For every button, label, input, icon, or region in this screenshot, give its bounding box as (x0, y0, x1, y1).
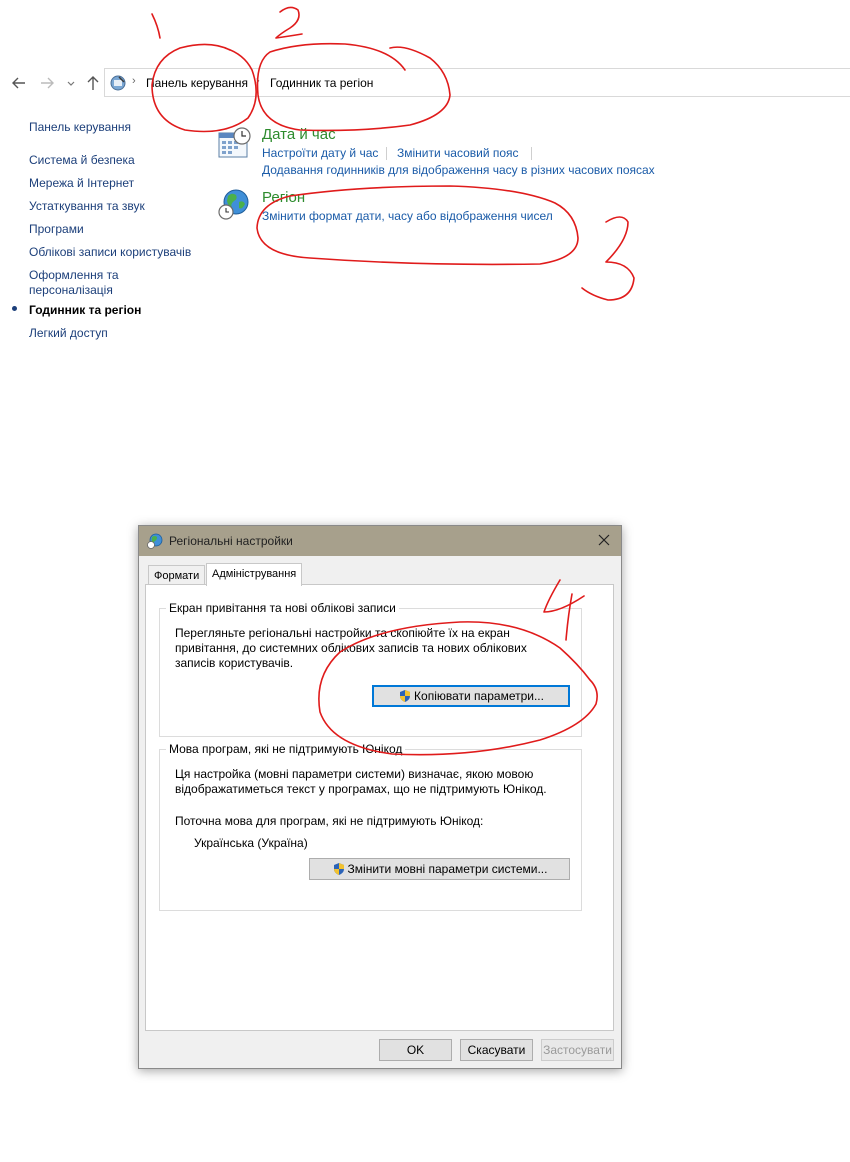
link-separator (386, 147, 387, 160)
link-set-date-time[interactable]: Настроїти дату й час (262, 146, 379, 160)
change-system-locale-label: Змінити мовні параметри системи... (347, 862, 548, 876)
tab-administrative[interactable]: Адміністрування (206, 563, 302, 586)
apply-button[interactable]: Застосувати (541, 1039, 614, 1061)
nav-user-accounts[interactable]: Облікові записи користувачів (29, 245, 192, 259)
globe-clock-icon (218, 188, 252, 227)
nav-network-internet[interactable]: Мережа й Інтернет (29, 176, 135, 190)
close-button[interactable] (595, 531, 613, 549)
address-bar[interactable] (104, 68, 850, 97)
annotation-circle-region-link (257, 186, 578, 264)
breadcrumb-separator: › (132, 75, 136, 87)
uac-shield-icon (398, 689, 412, 703)
close-icon (595, 531, 613, 549)
globe-icon (147, 533, 163, 554)
groupbox-legend: Мова програм, які не підтримують Юнікод (166, 742, 405, 756)
category-title-region[interactable]: Регіон (262, 189, 306, 206)
dialog-title: Регіональні настройки (169, 534, 293, 548)
current-language-label: Поточна мова для програм, які не підтримують Юнікод: (175, 814, 484, 828)
arrow-left-icon (10, 74, 28, 92)
current-item-bullet (12, 306, 17, 311)
up-button[interactable] (84, 74, 102, 92)
breadcrumb-separator: › (256, 75, 260, 87)
nav-system-security[interactable]: Система й безпека (29, 153, 135, 167)
welcome-description-line: записів користувачів. (175, 656, 294, 670)
uac-shield-icon (332, 862, 346, 876)
annotation-number-3 (582, 217, 634, 300)
copy-settings-label: Копіювати параметри... (414, 689, 544, 703)
back-button[interactable] (10, 74, 28, 92)
link-change-formats[interactable]: Змінити формат дати, часу або відображення чисел (262, 209, 553, 223)
welcome-description-line: Перегляньте регіональні настройки та скопіюйте їх на екран (175, 626, 510, 640)
dialog-titlebar[interactable] (139, 526, 621, 556)
arrow-up-icon (84, 74, 102, 92)
change-system-locale-button[interactable] (309, 858, 570, 880)
calendar-clock-icon (218, 127, 252, 164)
control-panel-icon (109, 74, 127, 97)
annotation-number-1 (152, 14, 160, 38)
copy-settings-button[interactable] (372, 685, 570, 707)
tab-panel-administrative (145, 584, 614, 1031)
link-add-clocks[interactable]: Додавання годинників для відображення часу в різних часових поясах (262, 163, 655, 177)
arrow-right-icon (38, 74, 56, 92)
breadcrumb-control-panel[interactable]: Панель керування (146, 76, 249, 90)
nav-control-panel-home[interactable]: Панель керування (29, 120, 132, 134)
current-language-value: Українська (Україна) (194, 836, 308, 850)
groupbox-welcome-screen (159, 601, 582, 737)
welcome-description-line: привітання, до системних облікових записів та нових облікових (175, 641, 527, 655)
nav-programs[interactable]: Програми (29, 222, 84, 236)
breadcrumb-clock-region[interactable]: Годинник та регіон (270, 76, 374, 90)
unicode-description-line: Ця настройка (мовні параметри системи) визначає, якою мовою (175, 767, 534, 781)
cancel-button[interactable]: Скасувати (460, 1039, 533, 1061)
tab-formats[interactable]: Формати (148, 565, 205, 585)
groupbox-non-unicode (159, 742, 582, 911)
region-dialog (138, 525, 622, 1069)
nav-appearance-personalization[interactable]: Оформлення та персоналізація (29, 268, 119, 297)
nav-clock-region-current: Годинник та регіон (29, 303, 142, 317)
ok-button[interactable]: OK (379, 1039, 452, 1061)
chevron-down-icon (64, 74, 78, 92)
unicode-description-line: відображатиметься текст у програмах, що не підтримують Юнікод. (175, 782, 547, 796)
nav-hardware-sound[interactable]: Устаткування та звук (29, 199, 145, 213)
groupbox-legend: Екран привітання та нові облікові записи (166, 601, 399, 615)
link-change-timezone[interactable]: Змінити часовий пояс (397, 146, 519, 160)
link-separator (531, 147, 532, 160)
nav-ease-of-access[interactable]: Легкий доступ (29, 326, 108, 340)
category-title-datetime[interactable]: Дата й час (262, 126, 336, 143)
annotation-number-2 (276, 7, 302, 38)
recent-locations-button[interactable] (64, 74, 78, 92)
forward-button[interactable] (38, 74, 56, 92)
